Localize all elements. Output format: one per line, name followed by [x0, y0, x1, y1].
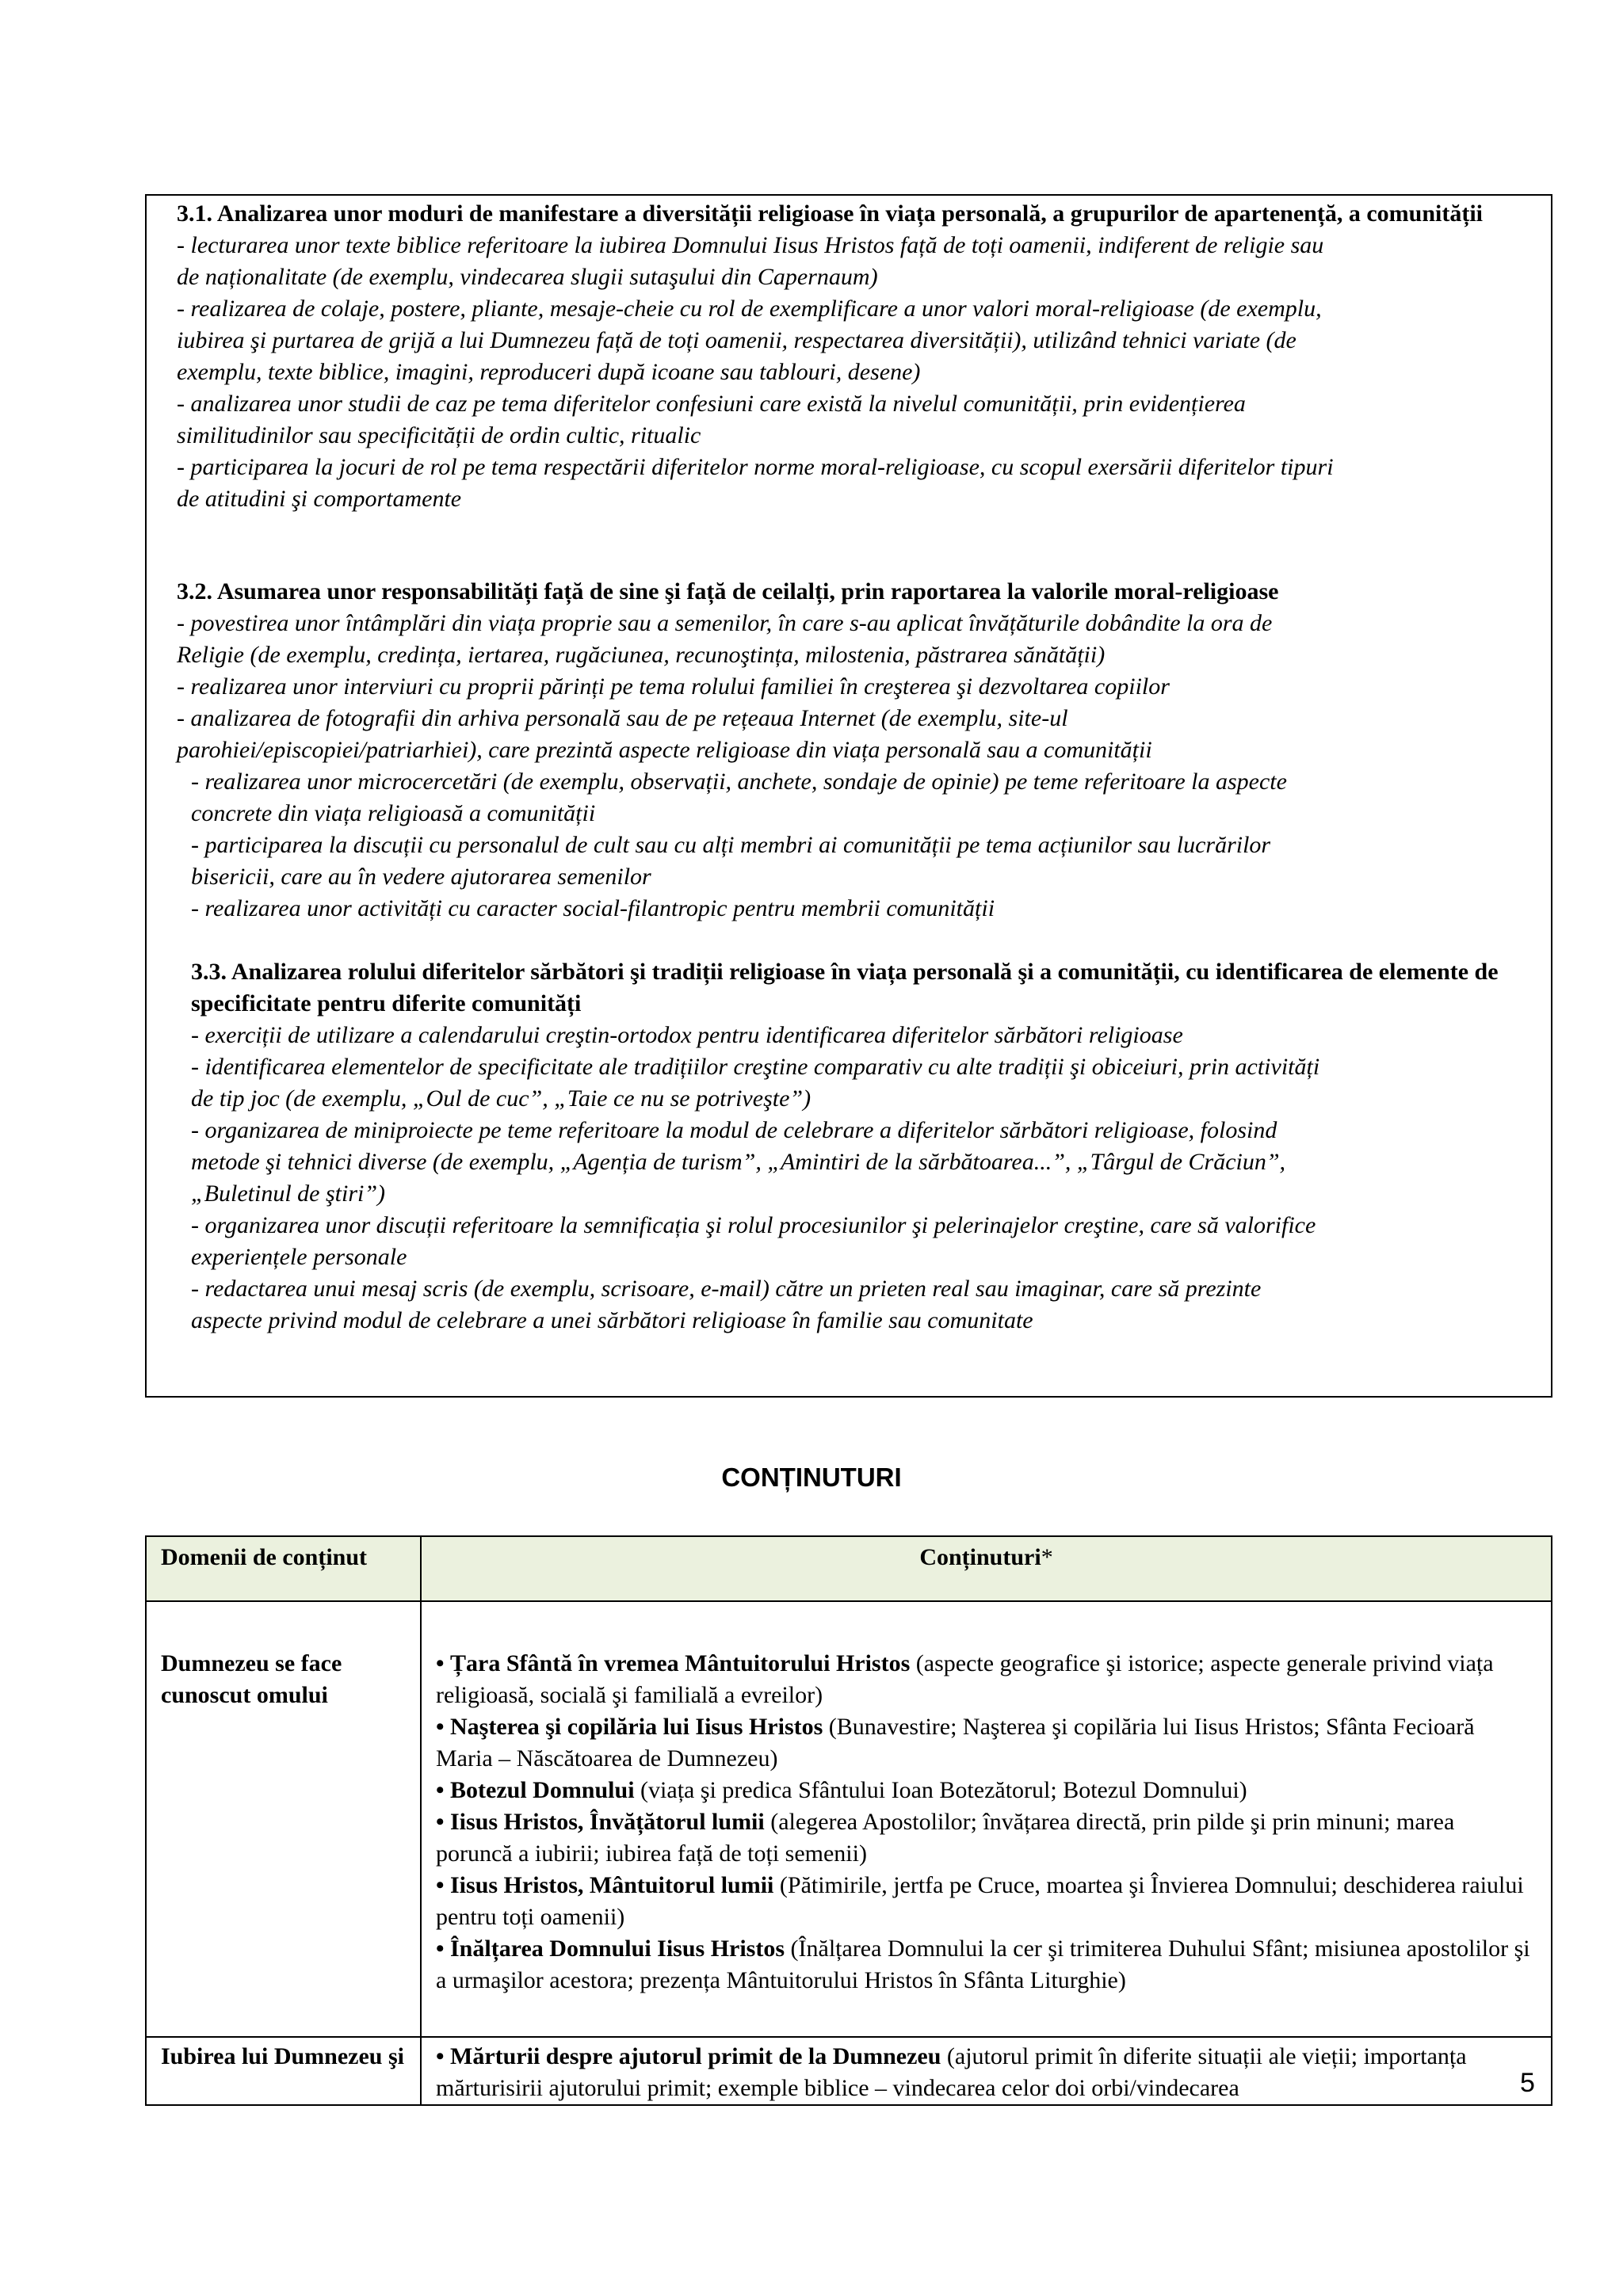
content-item-title: • Iisus Hristos, Mântuitorul lumii	[436, 1872, 774, 1898]
competencies-box	[145, 194, 1552, 1398]
header-domain: Domenii de conținut	[161, 1544, 368, 1570]
section-3-2-title: 3.2. Asumarea unor responsabilități față de sine şi față de ceilalți, prin raportarea la valorile moral-religioase	[177, 578, 1279, 605]
section-3-2-indented	[177, 766, 1540, 925]
activity-line: - analizarea de fotografii din arhiva personală sau de pe rețeaua Internet (de exemplu, site-ul	[177, 705, 1068, 731]
activity-line: - analizarea unor studii de caz pe tema diferitelor confesiuni care există la nivelul comunității, prin evidențierea	[177, 391, 1246, 417]
content-item-title: • Țara Sfântă în vremea Mântuitorului Hristos	[436, 1650, 911, 1676]
continuturi-heading: CONȚINUTURI	[721, 1463, 902, 1492]
header-content-cell	[421, 1536, 1552, 1601]
header-content-label: Conținuturi	[919, 1544, 1041, 1570]
activity-line: - realizarea unor interviuri cu proprii părinți pe tema rolului familiei în creşterea şi dezvoltarea copiilor	[177, 673, 1170, 700]
content-items	[422, 2038, 1551, 2104]
content-item	[436, 1648, 1535, 1711]
content-item-detail: (viața şi predica Sfântului Ioan Botezătorul; Botezul Domnului)	[634, 1777, 1247, 1803]
activity-line: - lecturarea unor texte biblice referitoare la iubirea Domnului Iisus Hristos față de toți oamenii, indiferent de religie sau	[177, 232, 1324, 258]
activity-line: bisericii, care au în vedere ajutorarea semenilor	[191, 864, 651, 890]
activity-line: exemplu, texte biblice, imagini, reproduceri după icoane sau tablouri, desene)	[177, 359, 921, 385]
activity-line: iubirea şi purtarea de grijă a lui Dumnezeu față de toți oamenii, respectarea diversității), utilizând tehnici variate (de	[177, 327, 1296, 353]
section-3-3	[191, 956, 1554, 1337]
activity-line: similitudinilor sau specificității de ordin cultic, ritualic	[177, 422, 701, 448]
activity-line: - participarea la jocuri de rol pe tema respectării diferitelor norme moral-religioase, cu scopul exersării diferitelor tipuri	[177, 454, 1334, 480]
header-domain-cell	[146, 1536, 421, 1601]
activity-line: concrete din viața religioasă a comunității	[191, 800, 596, 826]
content-cell	[421, 1601, 1552, 2037]
page-number: 5	[1520, 2068, 1535, 2098]
activity-line: - identificarea elementelor de specificitate ale tradițiilor creştine comparativ cu alte tradiții şi obiceiuri, prin activități	[191, 1054, 1320, 1080]
activity-line: „Buletinul de ştiri”)	[191, 1180, 386, 1207]
domain-label: Dumnezeu se face cunoscut omului	[161, 1650, 342, 1708]
activity-line: de naționalitate (de exemplu, vindecarea slugii sutaşului din Capernaum)	[177, 264, 878, 290]
activity-line: parohiei/episcopiei/patriarhiei), care prezintă aspecte religioase din viața personală sau a comunității	[177, 737, 1152, 763]
content-item-title: • Mărturii despre ajutorul primit de la Dumnezeu	[436, 2043, 941, 2069]
activity-line: Religie (de exemplu, credința, iertarea, rugăciunea, recunoştința, milostenia, păstrarea sănătății)	[177, 642, 1106, 668]
activity-line: - organizarea de miniproiecte pe teme referitoare la modul de celebrare a diferitelor sărbători religioase, folosind	[191, 1117, 1277, 1143]
activity-line: experiențele personale	[191, 1244, 407, 1270]
section-3-1-lines	[177, 230, 1540, 515]
activity-line: - exerciții de utilizare a calendarului creştin-ortodox pentru identificarea diferitelor sărbători religioase	[191, 1022, 1183, 1048]
content-item-detail: (Bunavestire; Naşterea şi copilăria lui Iisus Hristos; Sfânta Fecioară Maria – Născătoarea de Dumnezeu)	[436, 1714, 1475, 1772]
table-header-row	[146, 1536, 1552, 1601]
content-item-title: • Naşterea şi copilăria lui Iisus Hristos	[436, 1714, 823, 1740]
activity-line: de tip joc (de exemplu, „Oul de cuc”, „Taie ce nu se potriveşte”)	[191, 1085, 812, 1112]
content-item-title: • Iisus Hristos, Învățătorul lumii	[436, 1809, 765, 1835]
activity-line: - participarea la discuții cu personalul de cult sau cu alți membri ai comunității pe tema acțiunilor sau lucrărilor	[191, 832, 1271, 858]
header-content-mark: *	[1041, 1544, 1053, 1570]
section-3-1-title: 3.1. Analizarea unor moduri de manifestare a diversității religioase în viața personală, a grupurilor de apartenență, a comunității	[177, 200, 1484, 227]
activity-line: - realizarea unor microcercetări (de exemplu, observații, anchete, sondaje de opinie) pe teme referitoare la aspecte	[191, 769, 1287, 795]
section-3-2	[177, 576, 1540, 925]
content-item	[436, 2041, 1535, 2104]
activity-line: - organizarea unor discuții referitoare la semnificația şi rolul procesiunilor şi pelerinajelor creştine, care să valorifice	[191, 1212, 1316, 1238]
domain-cell	[146, 2037, 421, 2105]
header-content	[422, 1537, 1551, 1573]
content-item	[436, 1711, 1535, 1775]
content-item-title: • Înălțarea Domnului Iisus Hristos	[436, 1936, 785, 1962]
content-item-detail: (ajutorul primit în diferite situații ale vieții; importanța mărturisirii ajutorului primit; exemple biblice – vindecarea celor doi orbi/vindecarea	[436, 2043, 1467, 2101]
content-item-detail: (aspecte geografice şi istorice; aspecte generale privind viața religioasă, socială şi familială a evreilor)	[436, 1650, 1494, 1708]
activity-line: - povestirea unor întâmplări din viața proprie sau a semenilor, în care s-au aplicat învățăturile dobândite la ora de	[177, 610, 1273, 636]
content-item-detail: (alegerea Apostolilor; învățarea directă, prin pilde şi prin minuni; marea poruncă a iubirii; iubirea față de toți semenii)	[436, 1809, 1455, 1867]
content-item	[436, 1870, 1535, 1933]
content-item-title: • Botezul Domnului	[436, 1777, 635, 1803]
content-item	[436, 1806, 1535, 1870]
content-items	[422, 1602, 1551, 2036]
content-cell	[421, 2037, 1552, 2105]
content-item-detail: (Înălțarea Domnului la cer şi trimiterea Duhului Sfânt; misiunea apostolilor şi a urmaşilor acestora; prezența Mântuitorului Hristos în Sfânta Liturghie)	[436, 1936, 1530, 1993]
content-item	[436, 1775, 1535, 1806]
activity-line: aspecte privind modul de celebrare a unei sărbători religioase în familie sau comunitate	[191, 1307, 1033, 1333]
section-3-1	[177, 198, 1540, 515]
table-row	[146, 2037, 1552, 2105]
activity-line: de atitudini şi comportamente	[177, 486, 462, 512]
table-row	[146, 1601, 1552, 2037]
content-item-detail: (Pătimirile, jertfa pe Cruce, moartea şi Învierea Domnului; deschiderea raiului pentru toți oamenii)	[436, 1872, 1524, 1930]
domain-cell	[146, 1601, 421, 2037]
activity-line: - realizarea unor activități cu caracter social-filantropic pentru membrii comunității	[191, 895, 995, 921]
activity-line: metode şi tehnici diverse (de exemplu, „Agenția de turism”, „Amintiri de la sărbătoarea...”, „Târgul de Crăciun”,	[191, 1149, 1286, 1175]
continuturi-table	[145, 1535, 1552, 2106]
domain-label: Iubirea lui Dumnezeu şi	[161, 2043, 404, 2069]
activity-line: - redactarea unui mesaj scris (de exemplu, scrisoare, e-mail) către un prieten real sau imaginar, care să prezinte	[191, 1276, 1262, 1302]
content-item	[436, 1933, 1535, 1997]
activity-line: - realizarea de colaje, postere, pliante, mesaje-cheie cu rol de exemplificare a unor valori moral-religioase (de exemplu,	[177, 296, 1322, 322]
section-3-3-title: 3.3. Analizarea rolului diferitelor sărbători şi tradiții religioase în viața personală şi a comunității, cu identificarea de elemente de specificitate pentru diferite comunități	[191, 959, 1499, 1016]
